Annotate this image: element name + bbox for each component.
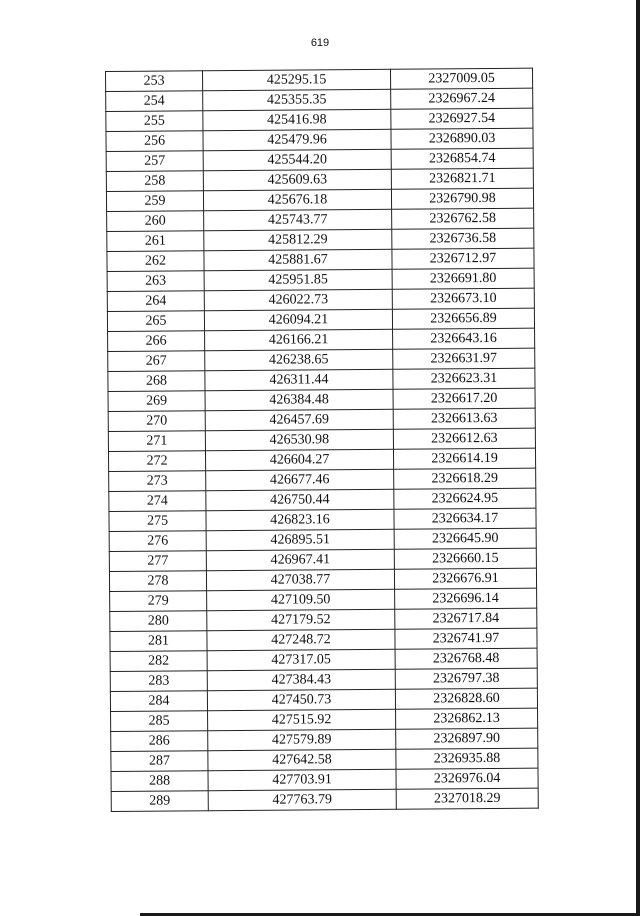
table-row: [106, 108, 533, 131]
x-coordinate-cell: 427384.43: [207, 669, 395, 690]
point-number-cell: 263: [107, 271, 204, 292]
x-coordinate-cell: 426530.98: [205, 429, 393, 450]
x-coordinate-cell: 426604.27: [205, 449, 393, 470]
point-number-cell: 283: [110, 671, 207, 692]
y-coordinate-cell: 2326645.90: [394, 528, 536, 549]
y-coordinate-cell: 2326618.29: [394, 468, 536, 489]
y-coordinate-cell: 2326862.13: [396, 708, 538, 729]
y-coordinate-cell: 2326790.98: [391, 188, 533, 209]
table-row: [110, 688, 537, 711]
y-coordinate-cell: 2326976.04: [396, 768, 538, 789]
x-coordinate-cell: 426677.46: [206, 469, 394, 490]
y-coordinate-cell: 2326660.15: [394, 548, 536, 569]
point-number-cell: 253: [106, 71, 203, 92]
point-number-cell: 273: [109, 471, 206, 492]
point-number-cell: 285: [111, 711, 208, 732]
x-coordinate-cell: 426384.48: [205, 389, 393, 410]
table-row: [110, 668, 537, 691]
table-row: [111, 748, 538, 771]
point-number-cell: 254: [106, 91, 203, 112]
point-number-cell: 276: [109, 531, 206, 552]
y-coordinate-cell: 2326828.60: [395, 688, 537, 709]
x-coordinate-cell: 427515.92: [208, 709, 396, 730]
point-number-cell: 261: [107, 231, 204, 252]
y-coordinate-cell: 2326634.17: [394, 508, 536, 529]
y-coordinate-cell: 2326623.31: [393, 368, 535, 389]
y-coordinate-cell: 2326614.19: [393, 448, 535, 469]
table-row: [107, 248, 534, 271]
table-row: [111, 788, 538, 811]
table-row: [108, 448, 535, 471]
y-coordinate-cell: 2326967.24: [391, 88, 533, 109]
x-coordinate-cell: 426967.41: [206, 549, 394, 570]
table-row: [106, 188, 533, 211]
table-row: [107, 268, 534, 291]
table-row: [108, 368, 535, 391]
x-coordinate-cell: 426022.73: [204, 289, 392, 310]
x-coordinate-cell: 425743.77: [204, 209, 392, 230]
x-coordinate-cell: 426750.44: [206, 489, 394, 510]
table-row: [108, 348, 535, 371]
table-row: [109, 548, 536, 571]
point-number-cell: 279: [110, 591, 207, 612]
x-coordinate-cell: 425295.15: [203, 69, 391, 90]
y-coordinate-cell: 2326897.90: [396, 728, 538, 749]
y-coordinate-cell: 2326797.38: [395, 668, 537, 689]
y-coordinate-cell: 2326768.48: [395, 648, 537, 669]
table-row: [109, 488, 536, 511]
y-coordinate-cell: 2326736.58: [392, 228, 534, 249]
table-row: [109, 468, 536, 491]
x-coordinate-cell: 427703.91: [208, 769, 396, 790]
table-row: [110, 628, 537, 651]
point-number-cell: 284: [110, 691, 207, 712]
x-coordinate-cell: 425881.67: [204, 249, 392, 270]
x-coordinate-cell: 425676.18: [203, 189, 391, 210]
point-number-cell: 270: [108, 411, 205, 432]
y-coordinate-cell: 2326643.16: [393, 328, 535, 349]
page-number: 619: [310, 37, 330, 49]
y-coordinate-cell: 2326741.97: [395, 628, 537, 649]
y-coordinate-cell: 2327018.29: [396, 788, 538, 809]
table-row: [108, 328, 535, 351]
table-row: [111, 768, 538, 791]
point-number-cell: 277: [109, 551, 206, 572]
table-row: [107, 288, 534, 311]
y-coordinate-cell: 2326821.71: [391, 168, 533, 189]
y-coordinate-cell: 2326676.91: [394, 568, 536, 589]
y-coordinate-cell: 2326691.80: [392, 268, 534, 289]
point-number-cell: 257: [106, 151, 203, 172]
y-coordinate-cell: 2326624.95: [394, 488, 536, 509]
y-coordinate-cell: 2326717.84: [395, 608, 537, 629]
x-coordinate-cell: 426094.21: [204, 309, 392, 330]
y-coordinate-cell: 2327009.05: [390, 68, 532, 89]
scan-edge-right: [636, 0, 640, 916]
point-number-cell: 264: [107, 291, 204, 312]
point-number-cell: 272: [108, 451, 205, 472]
x-coordinate-cell: 427450.73: [207, 689, 395, 710]
x-coordinate-cell: 427038.77: [206, 569, 394, 590]
table-row: [110, 648, 537, 671]
table-row: [111, 708, 538, 731]
point-number-cell: 289: [111, 791, 208, 812]
table-row: [106, 168, 533, 191]
table-row: [108, 408, 535, 431]
x-coordinate-cell: 426823.16: [206, 509, 394, 530]
point-number-cell: 267: [108, 351, 205, 372]
x-coordinate-cell: 425951.85: [204, 269, 392, 290]
point-number-cell: 266: [108, 331, 205, 352]
y-coordinate-cell: 2326890.03: [391, 128, 533, 149]
y-coordinate-cell: 2326613.63: [393, 408, 535, 429]
x-coordinate-cell: 425609.63: [203, 169, 391, 190]
y-coordinate-cell: 2326617.20: [393, 388, 535, 409]
x-coordinate-cell: 427179.52: [207, 609, 395, 630]
table-row: [109, 528, 536, 551]
y-coordinate-cell: 2326656.89: [392, 308, 534, 329]
table-row: [107, 308, 534, 331]
point-number-cell: 275: [109, 511, 206, 532]
y-coordinate-cell: 2326631.97: [393, 348, 535, 369]
point-number-cell: 262: [107, 251, 204, 272]
table-row: [106, 148, 533, 171]
point-number-cell: 260: [107, 211, 204, 232]
x-coordinate-cell: 426311.44: [205, 369, 393, 390]
table-row: [108, 388, 535, 411]
y-coordinate-cell: 2326762.58: [392, 208, 534, 229]
point-number-cell: 288: [111, 771, 208, 792]
coordinate-table: [105, 68, 539, 812]
x-coordinate-cell: 425355.35: [203, 89, 391, 110]
x-coordinate-cell: 425544.20: [203, 149, 391, 170]
y-coordinate-cell: 2326612.63: [393, 428, 535, 449]
x-coordinate-cell: 427109.50: [207, 589, 395, 610]
x-coordinate-cell: 425416.98: [203, 109, 391, 130]
point-number-cell: 256: [106, 131, 203, 152]
table-row: [106, 68, 533, 91]
point-number-cell: 274: [109, 491, 206, 512]
point-number-cell: 255: [106, 111, 203, 132]
x-coordinate-cell: 425479.96: [203, 129, 391, 150]
table-row: [108, 428, 535, 451]
point-number-cell: 258: [106, 171, 203, 192]
x-coordinate-cell: 426895.51: [206, 529, 394, 550]
point-number-cell: 286: [111, 731, 208, 752]
point-number-cell: 259: [106, 191, 203, 212]
point-number-cell: 282: [110, 651, 207, 672]
y-coordinate-cell: 2326854.74: [391, 148, 533, 169]
table-row: [110, 608, 537, 631]
coordinate-table-body: [106, 68, 539, 811]
point-number-cell: 265: [107, 311, 204, 332]
table-row: [106, 128, 533, 151]
x-coordinate-cell: 427642.58: [208, 749, 396, 770]
point-number-cell: 271: [108, 431, 205, 452]
table-row: [110, 588, 537, 611]
point-number-cell: 281: [110, 631, 207, 652]
table-row: [107, 228, 534, 251]
y-coordinate-cell: 2326712.97: [392, 248, 534, 269]
point-number-cell: 280: [110, 611, 207, 632]
table-row: [109, 568, 536, 591]
y-coordinate-cell: 2326673.10: [392, 288, 534, 309]
point-number-cell: 269: [108, 391, 205, 412]
y-coordinate-cell: 2326927.54: [391, 108, 533, 129]
x-coordinate-cell: 426238.65: [205, 349, 393, 370]
point-number-cell: 278: [109, 571, 206, 592]
table-row: [111, 728, 538, 751]
x-coordinate-cell: 425812.29: [204, 229, 392, 250]
table-row: [106, 88, 533, 111]
x-coordinate-cell: 426457.69: [205, 409, 393, 430]
x-coordinate-cell: 427248.72: [207, 629, 395, 650]
y-coordinate-cell: 2326935.88: [396, 748, 538, 769]
x-coordinate-cell: 427317.05: [207, 649, 395, 670]
table-row: [107, 208, 534, 231]
y-coordinate-cell: 2326696.14: [395, 588, 537, 609]
x-coordinate-cell: 427579.89: [208, 729, 396, 750]
x-coordinate-cell: 426166.21: [205, 329, 393, 350]
point-number-cell: 268: [108, 371, 205, 392]
table-row: [109, 508, 536, 531]
point-number-cell: 287: [111, 751, 208, 772]
x-coordinate-cell: 427763.79: [208, 789, 396, 810]
coordinate-table-container: [105, 68, 535, 812]
